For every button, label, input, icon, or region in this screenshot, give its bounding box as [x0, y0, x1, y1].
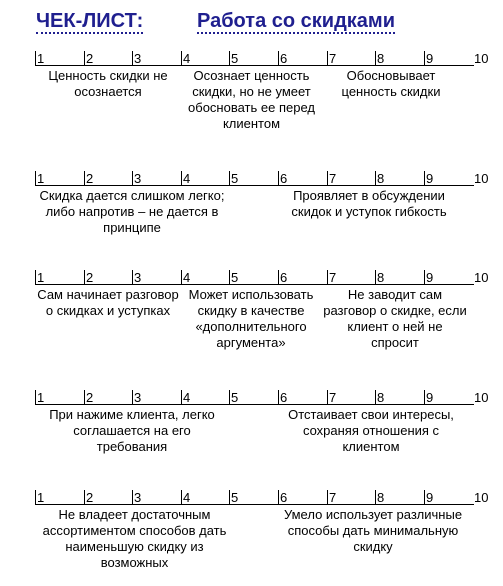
scale-tick: [35, 490, 36, 505]
scale-tick: [424, 490, 425, 505]
scale-tick: [327, 270, 328, 285]
scale-baseline: [35, 504, 474, 505]
scale-tick: [327, 171, 328, 186]
scale-tick: [229, 171, 230, 186]
scale-number: 1: [37, 51, 45, 66]
scale-number: 9: [426, 270, 434, 285]
scale-baseline: [35, 185, 474, 186]
scale-number: 4: [183, 51, 191, 66]
scale-tick: [424, 270, 425, 285]
scale-5-descriptor: Умело использует различные способы дать минимальную скидку: [283, 507, 463, 554]
scale-number: 3: [134, 490, 142, 505]
scale-tick: [375, 171, 376, 186]
scale-tick: [327, 490, 328, 505]
scale-number: 6: [280, 270, 288, 285]
scale-tick: [375, 270, 376, 285]
scale-baseline: [35, 65, 474, 66]
scale-number: 10: [474, 490, 489, 505]
scale-tick: [229, 270, 230, 285]
title-label: ЧЕК-ЛИСТ:: [36, 10, 144, 32]
scale-number: 4: [183, 490, 191, 505]
scale-number: 4: [183, 270, 191, 285]
scale-number: 6: [280, 390, 288, 405]
scale-tick: [132, 490, 133, 505]
scale-5-descriptor: Не владеет достаточным ассортиментом способов дать наименьшую скидку из возможных: [42, 507, 227, 570]
scale-tick: [327, 390, 328, 405]
scale-number: 5: [231, 171, 239, 186]
scale-4: [35, 389, 503, 405]
scale-number: 9: [426, 490, 434, 505]
scale-number: 5: [231, 390, 239, 405]
scale-number: 2: [86, 390, 94, 405]
scale-tick: [229, 390, 230, 405]
scale-number: 9: [426, 171, 434, 186]
scale-tick: [181, 171, 182, 186]
scale-3-descriptor: Может использовать скидку в качестве «дополнительного аргумента»: [188, 287, 314, 350]
scale-number: 8: [377, 51, 385, 66]
scale-number: 2: [86, 171, 94, 186]
scale-tick: [132, 171, 133, 186]
scale-tick: [132, 270, 133, 285]
scale-tick: [84, 490, 85, 505]
scale-number: 3: [134, 51, 142, 66]
scale-tick: [229, 490, 230, 505]
scale-number: 1: [37, 171, 45, 186]
scale-number: 3: [134, 171, 142, 186]
scale-tick: [424, 171, 425, 186]
scale-number: 10: [474, 171, 489, 186]
scale-tick: [375, 51, 376, 66]
scale-tick: [35, 390, 36, 405]
scale-baseline: [35, 284, 474, 285]
scale-3-descriptor: Не заводит сам разговор о скидке, если клиент о ней не спросит: [323, 287, 467, 350]
scale-number: 1: [37, 390, 45, 405]
scale-1-descriptor: Обосновывает ценность скидки: [341, 68, 441, 99]
scale-2-descriptor: Скидка дается слишком легко; либо напротив – не дается в принципе: [39, 188, 225, 235]
scale-tick: [35, 51, 36, 66]
scale-tick: [181, 270, 182, 285]
scale-number: 6: [280, 171, 288, 186]
scale-tick: [35, 171, 36, 186]
scale-number: 7: [329, 171, 337, 186]
scale-3: [35, 269, 503, 285]
scale-number: 10: [474, 270, 489, 285]
scale-number: 6: [280, 490, 288, 505]
scale-tick: [278, 171, 279, 186]
scale-tick: [229, 51, 230, 66]
scale-tick: [84, 390, 85, 405]
scale-5: [35, 489, 503, 505]
scale-4-descriptor: Отстаивает свои интересы, сохраняя отношения с клиентом: [288, 407, 454, 454]
scale-2-descriptor: Проявляет в обсуждении скидок и уступок гибкость: [291, 188, 447, 219]
scale-baseline: [35, 404, 474, 405]
scale-number: 2: [86, 490, 94, 505]
scale-number: 2: [86, 270, 94, 285]
scale-tick: [424, 51, 425, 66]
scale-tick: [424, 390, 425, 405]
scale-number: 8: [377, 270, 385, 285]
scale-number: 1: [37, 270, 45, 285]
scale-number: 8: [377, 171, 385, 186]
scale-number: 7: [329, 490, 337, 505]
scale-tick: [278, 390, 279, 405]
scale-number: 8: [377, 490, 385, 505]
scale-tick: [327, 51, 328, 66]
scale-number: 9: [426, 51, 434, 66]
scale-number: 5: [231, 51, 239, 66]
scale-number: 10: [474, 51, 489, 66]
scale-4-descriptor: При нажиме клиента, легко соглашается на его требования: [49, 407, 215, 454]
title-subject: Работа со скидками: [197, 10, 395, 32]
scale-tick: [181, 490, 182, 505]
scale-tick: [375, 490, 376, 505]
scale-number: 10: [474, 390, 489, 405]
scale-1: [35, 50, 503, 66]
scale-number: 7: [329, 51, 337, 66]
scale-number: 1: [37, 490, 45, 505]
scale-tick: [181, 51, 182, 66]
scale-1-descriptor: Осознает ценность скидки, но не умеет обосновать ее перед клиентом: [188, 68, 315, 131]
scale-tick: [35, 270, 36, 285]
scale-number: 2: [86, 51, 94, 66]
scale-tick: [132, 51, 133, 66]
scale-number: 3: [134, 390, 142, 405]
scale-number: 4: [183, 390, 191, 405]
scale-1-descriptor: Ценность скидки не осознается: [48, 68, 168, 99]
scale-number: 5: [231, 490, 239, 505]
scale-tick: [278, 51, 279, 66]
scale-number: 6: [280, 51, 288, 66]
scale-tick: [84, 270, 85, 285]
scale-tick: [84, 51, 85, 66]
checklist-title: [36, 10, 496, 36]
scale-number: 8: [377, 390, 385, 405]
scale-3-descriptor: Сам начинает разговор о скидках и уступках: [37, 287, 179, 318]
scale-tick: [375, 390, 376, 405]
scale-tick: [181, 390, 182, 405]
scale-tick: [132, 390, 133, 405]
scale-number: 5: [231, 270, 239, 285]
scale-tick: [278, 490, 279, 505]
scale-tick: [84, 171, 85, 186]
scale-number: 7: [329, 270, 337, 285]
scale-number: 3: [134, 270, 142, 285]
scale-number: 9: [426, 390, 434, 405]
scale-number: 4: [183, 171, 191, 186]
scale-number: 7: [329, 390, 337, 405]
scale-2: [35, 170, 503, 186]
scale-tick: [278, 270, 279, 285]
